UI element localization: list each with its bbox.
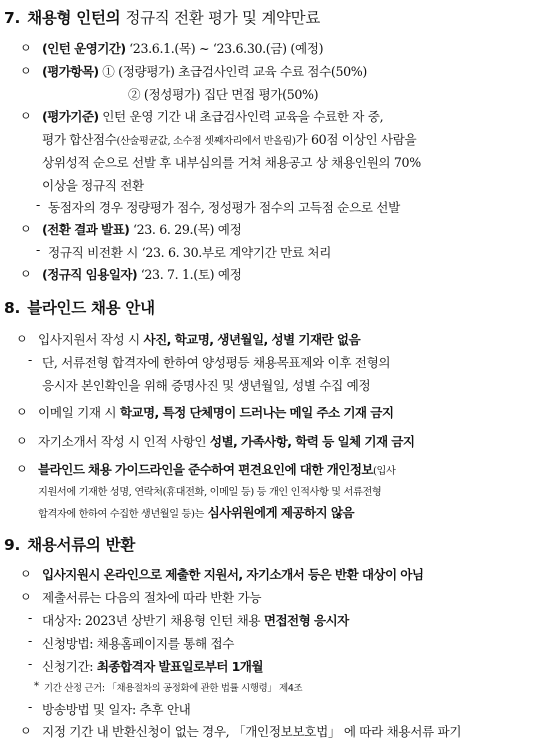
section-number: 9.	[4, 536, 21, 554]
criteria-line-2	[42, 129, 416, 148]
item-quantitative: ① (정량평가) 초급검사인력 교육 수료 점수(50%)	[102, 64, 367, 79]
blind-item-1	[38, 329, 360, 348]
note-text: 합격자에 한하여 수집한 생년월일 등)는	[38, 509, 204, 520]
emphasis-text: 면접전형 응시자	[263, 613, 349, 628]
dash-marker: -	[28, 352, 33, 367]
emphasis-text: 성별, 가족사항, 학력 등 일체 기재 금지	[209, 434, 415, 449]
bullet-marker: ㅇ	[20, 267, 32, 281]
note-marker: *	[34, 681, 39, 692]
result-line	[42, 219, 241, 238]
bullet-marker: ㅇ	[20, 590, 32, 604]
period-line	[42, 38, 323, 57]
blind-item-4-line-2: 지원서에 기재한 성명, 연락처(휴대전화, 이메일 등) 등 개인 인적사항 및 서류전형	[38, 487, 382, 498]
criteria-label: (평가기준)	[42, 109, 99, 124]
criteria-text: 가 60점 이상인 사람을	[295, 132, 417, 147]
emphasis-text: 심사위원에게 제공하지 않음	[207, 505, 354, 520]
bullet-marker: ㅇ	[16, 332, 28, 346]
criteria-line-3: 상위성적 순으로 선발 후 내부심의를 거쳐 채용공고 상 채용인원의 70%	[42, 155, 421, 170]
criteria-line-4: 이상을 정규직 전환	[42, 178, 144, 193]
dash-marker: -	[36, 242, 41, 257]
period-label: (인턴 운영기간)	[42, 41, 126, 56]
return-method-line: 신청방법: 채용홈페이지를 통해 접수	[42, 636, 235, 651]
emphasis-text: 학교명, 특정 단체명이 드러나는 메일 주소 기재 금지	[119, 405, 394, 420]
section-title: 정규직 전환 평가 및 계약만료	[125, 9, 321, 27]
blind-item-2	[38, 402, 393, 421]
dash-marker: -	[28, 610, 33, 625]
item-qualitative: ② (정성평가) 집단 면접 평가(50%)	[128, 87, 319, 102]
bullet-marker: ㅇ	[16, 434, 28, 448]
section-title: 채용서류의 반환	[27, 536, 135, 554]
criteria-line-1	[42, 106, 383, 125]
return-period-line	[42, 656, 263, 675]
section-9-heading	[4, 533, 135, 555]
blind-item-4-line-3	[38, 502, 354, 521]
section-7-heading	[4, 6, 320, 28]
blind-item-4-line-1	[38, 459, 395, 478]
tie-break-line: 동점자의 경우 정량평가 점수, 정성평가 점수의 고득점 순으로 선발	[48, 200, 400, 215]
appointment-line	[42, 264, 242, 283]
emphasis-text: 블라인드 채용 가이드라인을 준수하여 편견요인에 대한 개인정보	[38, 462, 373, 477]
blind-item-1-sub-2: 응시자 본인확인을 위해 증명사진 및 생년월일, 성별 수집 예정	[42, 378, 371, 393]
bullet-marker: ㅇ	[20, 724, 32, 738]
period-basis-note: 기간 산정 근거: 「채용절차의 공정화에 관한 법률 시행령」 제4조	[44, 683, 303, 694]
emphasis-text: 사진, 학교명, 생년월일, 성별 기재란 없음	[143, 332, 361, 347]
section-title-bold: 채용형 인턴의	[27, 9, 121, 27]
section-title: 블라인드 채용 안내	[27, 299, 155, 317]
criteria-text: 평가 합산점수	[42, 132, 117, 147]
return-item-3: 지정 기간 내 반환신청이 없는 경우, 「개인정보보호법」 에 따라 채용서류 파기	[42, 724, 462, 739]
section-number: 8.	[4, 299, 21, 317]
items-label: (평가항목)	[42, 64, 99, 79]
bullet-marker: ㅇ	[20, 41, 32, 55]
period-text: ‘23.6.1.(목) ~ ‘23.6.30.(금) (예정)	[129, 41, 324, 56]
bullet-marker: ㅇ	[20, 567, 32, 581]
section-8-heading	[4, 296, 155, 318]
dash-marker: -	[28, 633, 33, 648]
appointment-text: ‘23. 7. 1.(토) 예정	[140, 267, 242, 282]
text: 입사지원서 작성 시	[38, 332, 140, 347]
text: 대상자: 2023년 상반기 채용형 인턴 채용	[42, 613, 261, 628]
non-conversion-line: 정규직 비전환 시 ‘23. 6. 30.부로 계약기간 만료 처리	[48, 245, 332, 260]
bullet-marker: ㅇ	[16, 462, 28, 476]
text: 이메일 기재 시	[38, 405, 117, 420]
dash-marker: -	[28, 699, 33, 714]
bullet-marker: ㅇ	[20, 64, 32, 78]
bullet-marker: ㅇ	[16, 405, 28, 419]
text: 신청기간:	[42, 659, 94, 674]
return-item-2: 제출서류는 다음의 절차에 따라 반환 가능	[42, 590, 262, 605]
bullet-marker: ㅇ	[20, 109, 32, 123]
emphasis-text: 최종합격자 발표일로부터 1개월	[96, 659, 263, 674]
delivery-line: 방송방법 및 일자: 추후 안내	[42, 702, 191, 717]
dash-marker: -	[28, 656, 33, 671]
section-number: 7.	[4, 9, 21, 27]
return-target-line	[42, 610, 349, 629]
blind-item-3	[38, 431, 414, 450]
items-line	[42, 61, 367, 80]
bullet-marker: ㅇ	[20, 222, 32, 236]
note-text: (입사	[372, 466, 396, 477]
result-label: (전환 결과 발표)	[42, 222, 130, 237]
return-item-1: 입사지원시 온라인으로 제출한 지원서, 자기소개서 등은 반환 대상이 아님	[42, 567, 424, 582]
dash-marker: -	[36, 197, 41, 212]
appointment-label: (정규직 임용일자)	[42, 267, 138, 282]
blind-item-1-sub-1: 단, 서류전형 합격자에 한하여 양성평등 채용목표제와 이후 전형의	[42, 355, 391, 370]
criteria-note: (산술평균값, 소수점 셋째자리에서 반올림)	[116, 136, 296, 147]
result-text: ‘23. 6. 29.(목) 예정	[132, 222, 242, 237]
criteria-text: 인턴 운영 기간 내 초급검사인력 교육을 수료한 자 중,	[102, 109, 384, 124]
text: 자기소개서 작성 시 인적 사항인	[38, 434, 207, 449]
